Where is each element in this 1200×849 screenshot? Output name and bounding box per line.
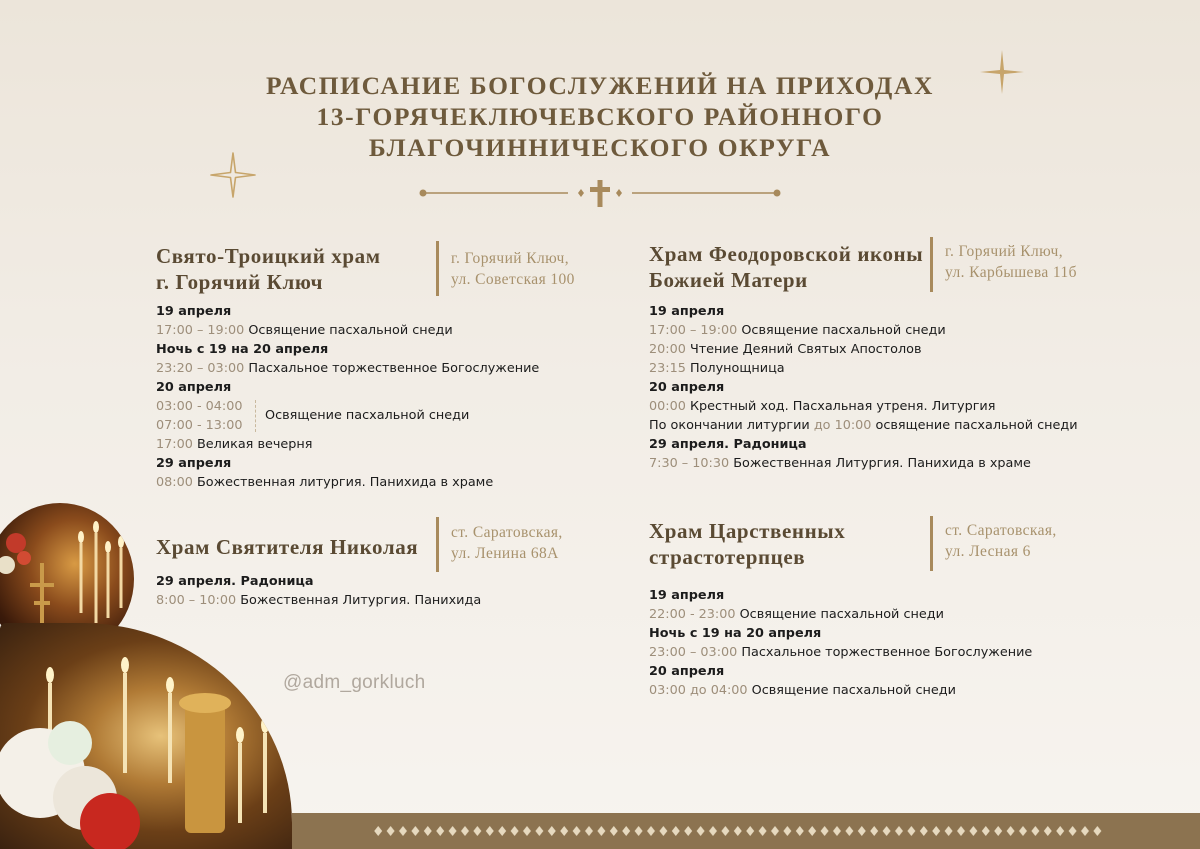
divider-bar <box>436 517 439 572</box>
address-line: г. Горячий Ключ, <box>945 243 1063 260</box>
schedule-entry <box>649 454 1078 473</box>
address-line: ул. Ленина 68А <box>451 545 559 562</box>
cross-divider-icon <box>418 178 782 208</box>
schedule-entry <box>156 591 481 610</box>
time: 23:20 – 03:00 <box>156 361 245 376</box>
church-name-line: г. Горячий Ключ <box>156 270 324 294</box>
event: Божественная Литургия. Панихида в храме <box>729 456 1031 471</box>
footer-band <box>292 813 1200 849</box>
divider-bar <box>930 516 933 571</box>
time: 07:00 - 13:00 <box>156 418 243 433</box>
schedule-date: 19 апреля <box>649 304 725 319</box>
time: 8:00 – 10:00 <box>156 593 237 608</box>
schedule-date: 29 апреля. Радоница <box>156 574 314 589</box>
church-name-line: Храм Феодоровской иконы <box>649 242 924 266</box>
time: 22:00 - 23:00 <box>649 607 736 622</box>
event-prefix: По окончании литургии <box>649 418 814 433</box>
event: Освящение пасхальной снеди <box>244 323 453 338</box>
time-group <box>156 397 243 435</box>
event: Освящение пасхальной снеди <box>735 607 944 622</box>
schedule-entry <box>649 397 1078 416</box>
dashed-separator <box>255 400 256 432</box>
time: 08:00 <box>156 475 193 490</box>
address-line: ул. Лесная 6 <box>945 543 1031 560</box>
time: 20:00 <box>649 342 686 357</box>
candles-flowers-icon <box>0 623 292 849</box>
page-title <box>200 70 1000 163</box>
divider-bar <box>930 237 933 292</box>
schedule-date: 20 апреля <box>156 380 232 395</box>
church-name-line: Храм Царственных <box>649 519 846 543</box>
event: Чтение Деяний Святых Апостолов <box>685 342 922 357</box>
event: Великая вечерня <box>192 437 313 452</box>
schedule-entry <box>156 359 539 378</box>
schedule-entry <box>649 416 1078 435</box>
title-line: 13-ГОРЯЧЕКЛЮЧЕВСКОГО РАЙОННОГО <box>316 102 884 131</box>
time: 00:00 <box>649 399 686 414</box>
time: 03:00 до 04:00 <box>649 683 748 698</box>
time: 17:00 – 19:00 <box>156 323 245 338</box>
church-name-feodorovsky <box>649 241 923 293</box>
schedule-entry <box>649 359 1078 378</box>
social-handle: @adm_gorkluch <box>283 672 426 693</box>
schedule-entry <box>649 643 1032 662</box>
time: 03:00 - 04:00 <box>156 399 243 414</box>
address-line: г. Горячий Ключ, <box>451 250 569 267</box>
sparkle-star-icon <box>210 152 256 198</box>
diamond-pattern-icon <box>292 813 1200 849</box>
event: Крестный ход. Пасхальная утреня. Литургия <box>685 399 996 414</box>
church-name-line: страстотерпцев <box>649 545 806 569</box>
church-name-tsarstvennykh <box>649 518 845 570</box>
schedule-entry <box>649 340 1078 359</box>
schedule-date: 19 апреля <box>156 304 232 319</box>
schedule-date: 19 апреля <box>649 588 725 603</box>
sparkle-star-icon <box>979 49 1025 95</box>
title-line: БЛАГОЧИННИЧЕСКОГО ОКРУГА <box>368 133 832 162</box>
divider-bar <box>436 241 439 296</box>
time: 23:15 <box>649 361 686 376</box>
church-name-nikolay <box>156 534 418 560</box>
time: до 10:00 <box>813 418 872 433</box>
church-name-line: Божией Матери <box>649 268 808 292</box>
schedule-feodorovsky <box>649 302 1078 473</box>
event: Пасхальное торжественное Богослужение <box>737 645 1033 660</box>
church-address <box>451 248 575 290</box>
schedule-date: 29 апреля. Радоница <box>649 437 807 452</box>
schedule-entry <box>156 435 539 454</box>
event: Освящение пасхальной снеди <box>747 683 956 698</box>
time: 23:00 – 03:00 <box>649 645 738 660</box>
schedule-date: 20 апреля <box>649 664 725 679</box>
church-address <box>451 522 563 564</box>
schedule-date: Ночь с 19 на 20 апреля <box>156 342 329 357</box>
schedule-entry <box>649 605 1032 624</box>
schedule-troitsky <box>156 302 539 492</box>
time: 7:30 – 10:30 <box>649 456 730 471</box>
address-line: ул. Советская 100 <box>451 271 575 288</box>
event: Божественная литургия. Панихида в храме <box>192 475 494 490</box>
event: Освящение пасхальной снеди <box>265 408 470 423</box>
schedule-entry-group <box>156 397 539 435</box>
schedule-entry <box>156 321 539 340</box>
event: Пасхальное торжественное Богослужение <box>244 361 540 376</box>
address-line: ст. Саратовская, <box>945 522 1057 539</box>
schedule-date: Ночь с 19 на 20 апреля <box>649 626 822 641</box>
time: 17:00 – 19:00 <box>649 323 738 338</box>
event: освящение пасхальной снеди <box>871 418 1078 433</box>
address-line: ст. Саратовская, <box>451 524 563 541</box>
church-name-troitsky <box>156 243 381 295</box>
address-line: ул. Карбышева 11б <box>945 264 1077 281</box>
schedule-entry <box>156 473 539 492</box>
event: Полунощница <box>685 361 785 376</box>
church-address <box>945 520 1057 562</box>
schedule-entry <box>649 321 1078 340</box>
church-name-line: Храм Святителя Николая <box>156 535 419 559</box>
schedule-nikolay <box>156 572 481 610</box>
church-address <box>945 241 1077 283</box>
time: 17:00 <box>156 437 193 452</box>
schedule-date: 29 апреля <box>156 456 232 471</box>
event: Божественная Литургия. Панихида <box>236 593 482 608</box>
icon-lamp-photo <box>0 623 292 849</box>
schedule-date: 20 апреля <box>649 380 725 395</box>
church-name-line: Свято-Троицкий храм <box>156 244 381 268</box>
title-line: РАСПИСАНИЕ БОГОСЛУЖЕНИЙ НА ПРИХОДАХ <box>266 71 934 100</box>
schedule-tsarstvennykh <box>649 586 1032 700</box>
schedule-entry <box>649 681 1032 700</box>
event: Освящение пасхальной снеди <box>737 323 946 338</box>
